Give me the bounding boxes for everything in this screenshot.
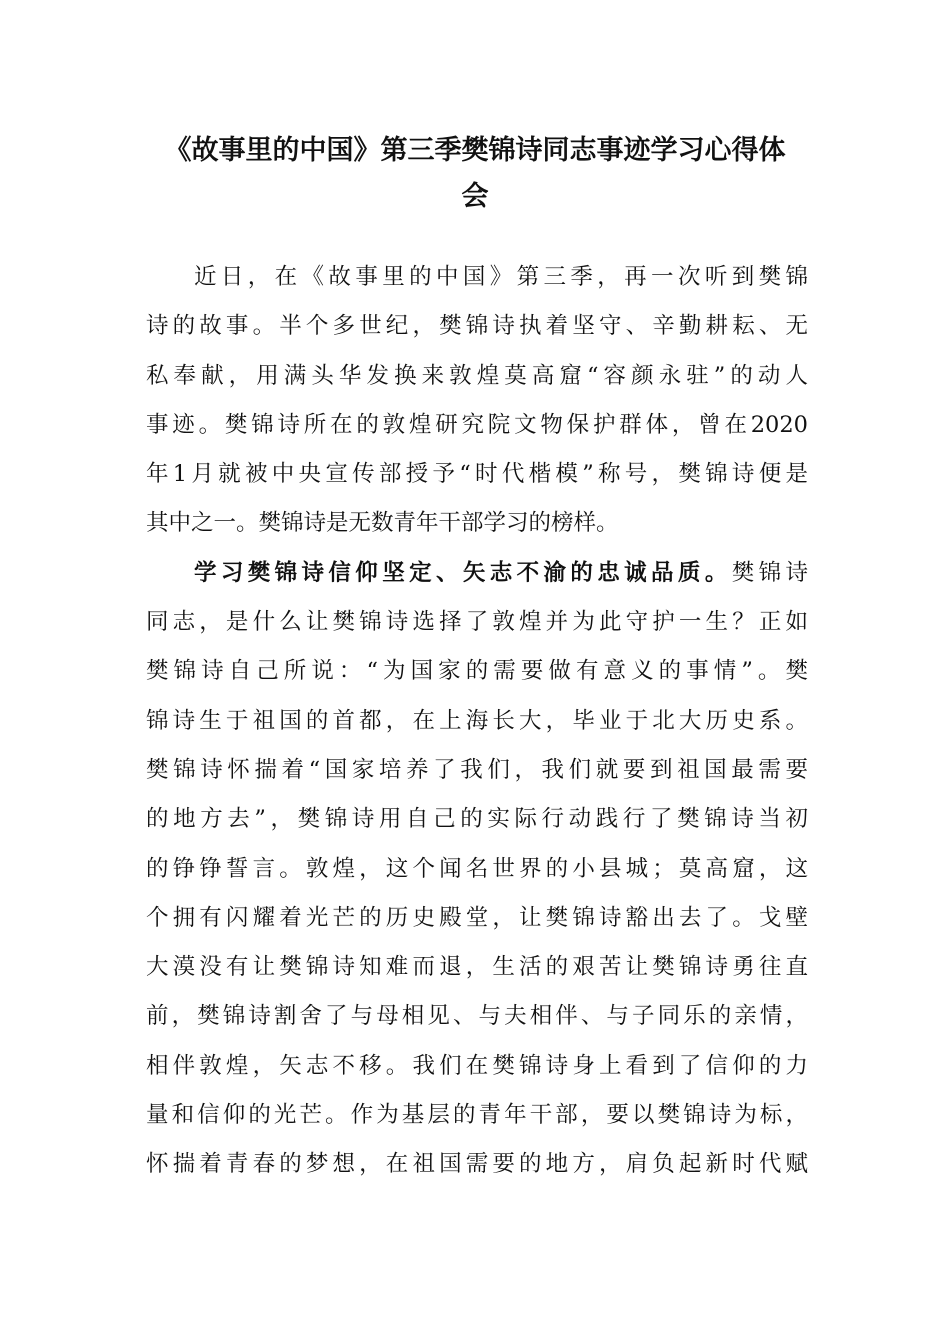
text-line	[146, 549, 808, 598]
title-line: 会	[461, 181, 489, 212]
text-line: 个拥有闪耀着光芒的历史殿堂，让樊锦诗豁出去了。戈壁	[146, 904, 808, 931]
text-line: 相伴敦煌，矢志不移。我们在樊锦诗身上看到了信仰的力	[146, 1052, 808, 1079]
text-line: 樊锦诗自己所说：“为国家的需要做有意义的事情”。樊	[146, 658, 808, 685]
text-line: 年1月就被中央宣传部授予“时代楷模”称号，樊锦诗便是	[146, 461, 808, 488]
text-span: 樊锦诗	[731, 559, 808, 586]
text-line: 同志，是什么让樊锦诗选择了敦煌并为此守护一生？正如	[146, 609, 808, 636]
document-title	[140, 128, 810, 220]
text-line: 樊锦诗怀揣着“国家培养了我们，我们就要到祖国最需要	[146, 756, 808, 783]
document-body	[146, 253, 808, 1190]
paragraph-2	[146, 549, 808, 1190]
paragraph-1	[146, 253, 808, 549]
text-line: 的铮铮誓言。敦煌，这个闻名世界的小县城；莫高窟，这	[146, 855, 808, 882]
text-line: 怀揣着青春的梦想，在祖国需要的地方，肩负起新时代赋	[146, 1151, 808, 1178]
text-line: 其中之一。樊锦诗是无数青年干部学习的榜样。	[146, 510, 619, 537]
title-line: 《故事里的中国》第三季樊锦诗同志事迹学习心得体	[164, 135, 786, 166]
text-line: 大漠没有让樊锦诗知难而退，生活的艰苦让樊锦诗勇往直	[146, 954, 808, 981]
text-line: 事迹。樊锦诗所在的敦煌研究院文物保护群体，曾在2020	[146, 411, 808, 438]
paragraph-heading: 学习樊锦诗信仰坚定、矢志不渝的忠诚品质。	[194, 559, 732, 586]
text-line: 近日，在《故事里的中国》第三季，再一次听到樊锦	[194, 264, 808, 290]
text-line: 前，樊锦诗割舍了与母相见、与夫相伴、与子同乐的亲情，	[146, 1003, 808, 1030]
text-line: 私奉献，用满头华发换来敦煌莫高窟“容颜永驻”的动人	[146, 362, 808, 389]
text-line: 量和信仰的光芒。作为基层的青年干部，要以樊锦诗为标，	[146, 1102, 808, 1129]
text-line: 锦诗生于祖国的首都，在上海长大，毕业于北大历史系。	[146, 707, 808, 734]
text-line: 诗的故事。半个多世纪，樊锦诗执着坚守、辛勤耕耘、无	[146, 313, 808, 340]
text-line: 的地方去”，樊锦诗用自己的实际行动践行了樊锦诗当初	[146, 806, 808, 833]
